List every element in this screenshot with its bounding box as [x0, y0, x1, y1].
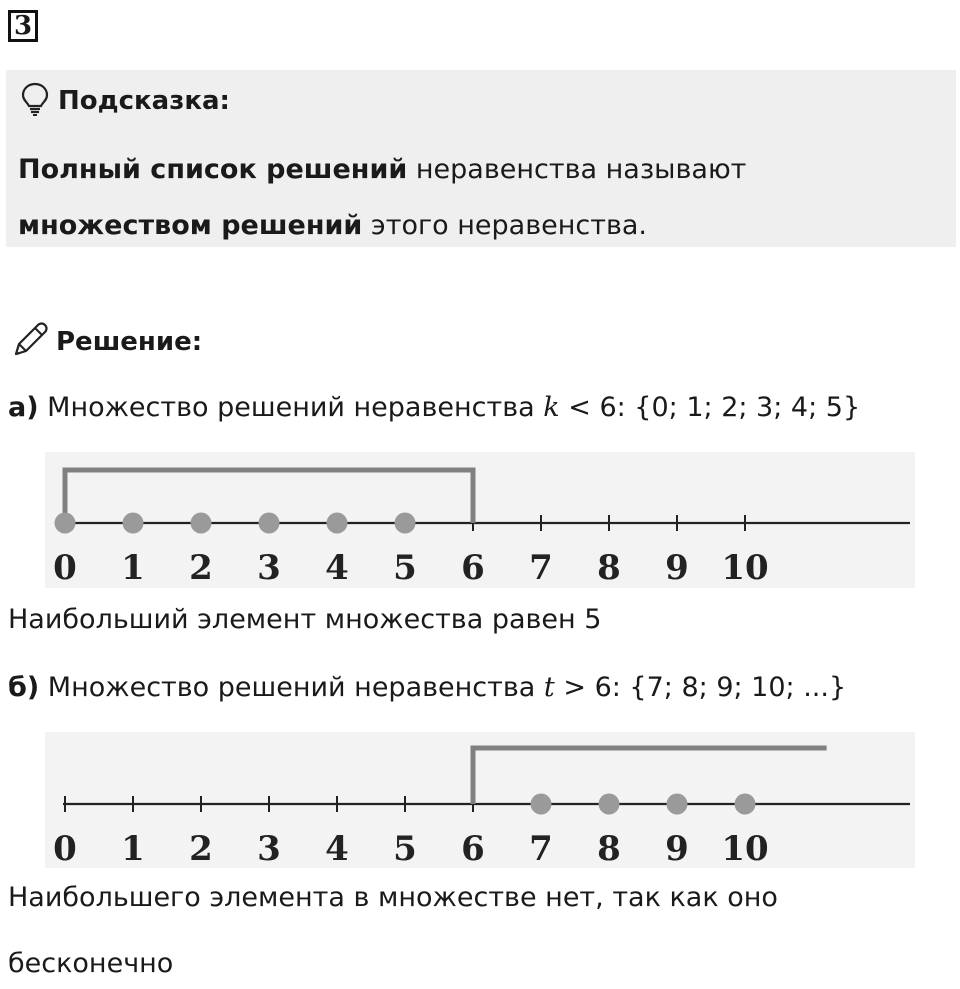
line-a-svg	[45, 452, 915, 588]
hint-bold-2: множеством решений	[18, 210, 363, 241]
part-a-text-before: Множество решений неравенства	[38, 392, 544, 423]
line-a-tick-label-9: 9	[665, 548, 689, 588]
part-b-label: б)	[8, 672, 40, 703]
part-b-statement	[8, 672, 846, 703]
lightbulb-icon	[20, 82, 50, 120]
line-a-tick-label-10: 10	[721, 548, 769, 588]
line-b-point-7	[531, 794, 552, 815]
solution-header	[10, 320, 202, 364]
line-b-tick-label-4: 4	[325, 829, 349, 868]
line-a-point-3	[259, 513, 280, 534]
part-b-conclusion-line-1: Наибольшего элемента в множестве нет, так как оно	[8, 882, 778, 913]
hint-text-1: неравенства называют	[407, 154, 747, 185]
line-b-point-9	[667, 794, 688, 815]
line-b-bracket	[473, 748, 827, 804]
line-b-svg	[45, 732, 915, 868]
line-a-tick-label-1: 1	[121, 548, 145, 588]
number-line-b	[45, 732, 915, 868]
part-a-label: а)	[8, 392, 39, 423]
line-b-tick-label-10: 10	[721, 829, 769, 868]
line-a-point-4	[327, 513, 348, 534]
hint-bold-1: Полный список решений	[18, 154, 408, 185]
part-a-text-after: < 6: {0; 1; 2; 3; 4; 5}	[559, 392, 861, 423]
part-b-variable: t	[543, 672, 555, 703]
line-b-tick-label-7: 7	[529, 829, 553, 868]
line-b-tick-label-0: 0	[53, 829, 77, 868]
part-a-conclusion: Наибольший элемент множества равен 5	[8, 604, 602, 635]
line-b-tick-label-9: 9	[665, 829, 689, 868]
line-a-tick-label-4: 4	[325, 548, 349, 588]
part-a-statement	[8, 392, 860, 423]
line-a-tick-label-5: 5	[393, 548, 417, 588]
number-line-a	[45, 452, 915, 588]
pencil-icon	[10, 320, 50, 364]
line-a-point-0	[55, 513, 76, 534]
line-b-tick-label-8: 8	[597, 829, 621, 868]
line-b-tick-label-2: 2	[189, 829, 213, 868]
line-b-point-8	[599, 794, 620, 815]
line-b-tick-label-6: 6	[461, 829, 485, 868]
line-b-point-10	[735, 794, 756, 815]
line-a-point-5	[395, 513, 416, 534]
line-b-tick-label-1: 1	[121, 829, 145, 868]
line-a-tick-label-6: 6	[461, 548, 485, 588]
hint-text-2: этого неравенства.	[362, 210, 648, 241]
line-a-point-2	[191, 513, 212, 534]
hint-header	[20, 82, 230, 120]
part-b-conclusion-line-2: бесконечно	[8, 948, 174, 979]
part-a-variable: k	[543, 392, 560, 423]
line-a-tick-label-8: 8	[597, 548, 621, 588]
line-b-tick-label-5: 5	[393, 829, 417, 868]
line-a-tick-label-2: 2	[189, 548, 213, 588]
solution-title: Решение:	[56, 327, 203, 357]
part-b-text-after: > 6: {7; 8; 9; 10; ...}	[554, 672, 847, 703]
line-a-point-1	[123, 513, 144, 534]
hint-box	[6, 70, 956, 247]
line-a-tick-label-3: 3	[257, 548, 281, 588]
line-a-tick-label-7: 7	[529, 548, 553, 588]
line-b-tick-label-3: 3	[257, 829, 281, 868]
task-number: 3	[8, 10, 38, 42]
hint-text	[18, 142, 938, 254]
hint-title: Подсказка:	[58, 86, 230, 116]
line-a-tick-label-0: 0	[53, 548, 77, 588]
part-b-text-before: Множество решений неравенства	[39, 672, 544, 703]
